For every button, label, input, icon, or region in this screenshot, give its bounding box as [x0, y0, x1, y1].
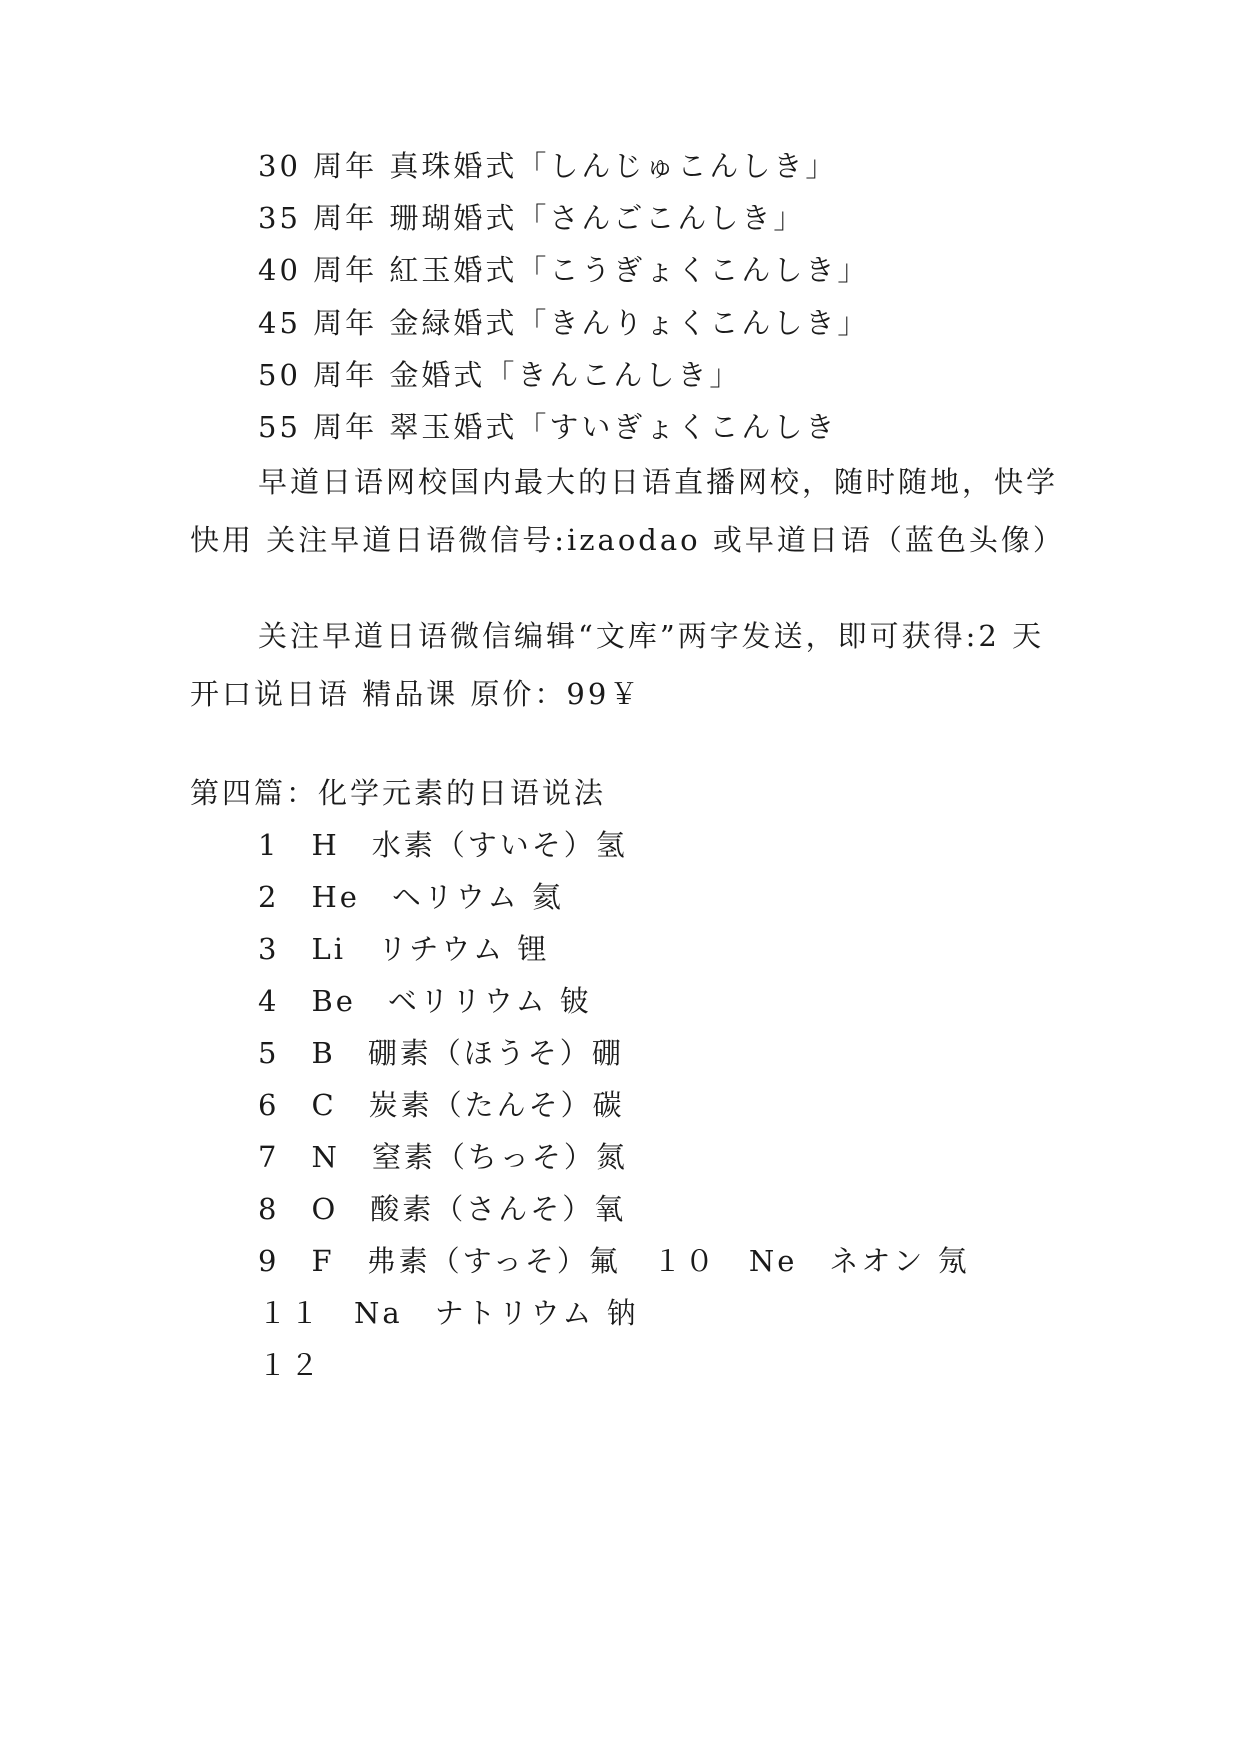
element-line-8: 8 O 酸素（さんそ）氧	[258, 1192, 627, 1226]
anniversary-line-30: 30 周年 真珠婚式「しんじゅこんしき」	[258, 149, 838, 183]
anniversary-line-55: 55 周年 翠玉婚式「すいぎょくこんしき	[258, 410, 838, 444]
element-line-4: 4 Be ベリリウム 铍	[258, 984, 592, 1018]
section-title: 第四篇：化学元素的日语说法	[190, 776, 607, 810]
element-line-11: １１ Na ナトリウム 钠	[258, 1296, 639, 1330]
element-line-7: 7 N 窒素（ちっそ）氮	[258, 1140, 628, 1174]
anniversary-line-40: 40 周年 紅玉婚式「こうぎょくこんしき」	[258, 253, 870, 287]
element-line-2: 2 He ヘリウム 氦	[258, 880, 564, 914]
element-line-12: １２	[258, 1348, 323, 1382]
element-line-6: 6 C 炭素（たんそ）碳	[258, 1088, 625, 1122]
anniversary-line-35: 35 周年 珊瑚婚式「さんごこんしき」	[258, 201, 806, 235]
element-line-9: 9 F 弗素（すっそ）氟 １０ Ne ネオン 氖	[258, 1244, 970, 1278]
element-line-1: 1 H 水素（すいそ）氢	[258, 828, 628, 862]
element-line-5: 5 B 硼素（ほうそ）硼	[258, 1036, 624, 1070]
anniversary-line-50: 50 周年 金婚式「きんこんしき」	[258, 358, 742, 392]
element-line-3: 3 Li リチウム 锂	[258, 932, 550, 966]
promo-paragraph-2: 关注早道日语微信编辑“文库”两字发送，即可获得:2 天开口说日语 精品课 原价：99￥	[190, 619, 1045, 711]
anniversary-line-45: 45 周年 金緑婚式「きんりょくこんしき」	[258, 306, 870, 340]
promo-paragraph-1: 早道日语网校国内最大的日语直播网校，随时随地，快学快用 关注早道日语微信号:izaodao 或早道日语（蓝色头像）	[190, 465, 1065, 557]
